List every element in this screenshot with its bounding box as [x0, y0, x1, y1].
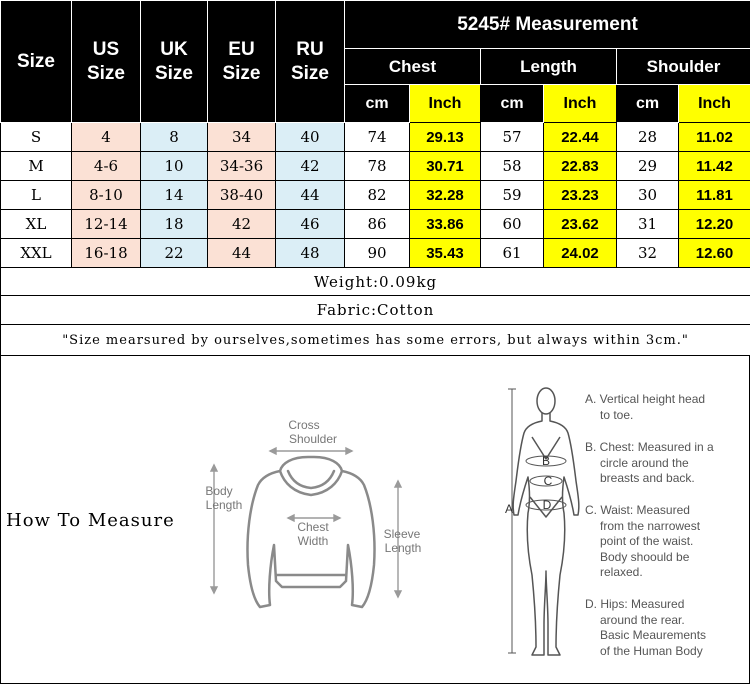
how-to-measure-label: How To Measure	[6, 510, 175, 531]
arrowhead	[395, 481, 401, 487]
us-size-cell: 4-6	[72, 152, 141, 181]
chest-cm-cell: 90	[345, 239, 410, 268]
length-cm-cell: 59	[481, 181, 544, 210]
arrowhead	[270, 448, 276, 454]
size-cell: L	[1, 181, 72, 210]
table-row	[1, 210, 750, 239]
description-b: B. Chest: Measured in a circle around the breasts and back.	[585, 440, 714, 485]
unit-length-cm: cm	[481, 85, 544, 123]
weight-info: Weight:0.09kg	[1, 268, 750, 296]
fabric-info: Fabric:Cotton	[1, 296, 750, 325]
arrowhead	[211, 465, 217, 471]
eu-size-cell: 44	[208, 239, 276, 268]
garment-diagram	[200, 415, 425, 635]
length-inch-cell: 23.62	[544, 210, 617, 239]
unit-shoulder-cm: cm	[617, 85, 679, 123]
shoulder-cm-cell: 30	[617, 181, 679, 210]
body-letter-b: B	[541, 454, 551, 468]
shoulder-inch-cell: 11.02	[679, 123, 750, 152]
us-size-cell: 16-18	[72, 239, 141, 268]
body-length-label-1: Body	[205, 484, 233, 498]
uk-size-cell: 10	[141, 152, 208, 181]
length-cm-cell: 57	[481, 123, 544, 152]
eu-size-cell: 34-36	[208, 152, 276, 181]
length-cm-cell: 61	[481, 239, 544, 268]
eu-size-cell: 34	[208, 123, 276, 152]
chest-cm-cell: 86	[345, 210, 410, 239]
uk-size-cell: 14	[141, 181, 208, 210]
body-length-label-2: Length	[205, 498, 243, 512]
shoulder-inch-cell: 12.20	[679, 210, 750, 239]
ru-size-cell: 48	[276, 239, 345, 268]
arrowhead	[211, 587, 217, 593]
header-uk-size: UK Size	[141, 1, 208, 123]
garment-collar	[288, 471, 334, 488]
chest-inch-cell: 29.13	[410, 123, 481, 152]
arrowhead	[395, 591, 401, 597]
ru-size-cell: 46	[276, 210, 345, 239]
eu-size-cell: 38-40	[208, 181, 276, 210]
length-inch-cell: 24.02	[544, 239, 617, 268]
length-inch-cell: 22.44	[544, 123, 617, 152]
length-inch-cell: 23.23	[544, 181, 617, 210]
header-eu-size: EU Size	[208, 1, 276, 123]
length-cm-cell: 60	[481, 210, 544, 239]
header-length: Length	[481, 49, 617, 85]
arrowhead	[288, 515, 294, 521]
chest-cm-cell: 82	[345, 181, 410, 210]
uk-size-cell: 22	[141, 239, 208, 268]
shoulder-inch-cell: 12.60	[679, 239, 750, 268]
chest-cm-cell: 78	[345, 152, 410, 181]
size-cell: XXL	[1, 239, 72, 268]
eu-size-cell: 42	[208, 210, 276, 239]
chest-cm-cell: 74	[345, 123, 410, 152]
description-d: D. Hips: Measured around the rear. Basic Meaurements of the Human Body	[585, 597, 707, 658]
head-shape	[537, 388, 555, 414]
measurement-note: "Size mearsured by ourselves,sometimes has some errors, but always within 3cm."	[1, 325, 750, 356]
table-row	[1, 152, 750, 181]
header-chest: Chest	[345, 49, 481, 85]
description-c: C. Waist: Measured from the narrowest point of the waist. Body shoould be relaxed.	[585, 503, 701, 579]
sleeve-length-label-1: Sleeve	[383, 527, 421, 541]
shoulder-cm-cell: 28	[617, 123, 679, 152]
us-size-cell: 12-14	[72, 210, 141, 239]
sleeve-length-label-2: Length	[384, 541, 422, 555]
chest-width-label-1: Chest	[297, 520, 329, 534]
body-letter-a: A	[504, 502, 514, 516]
body-letter-c: C	[543, 474, 553, 488]
chest-inch-cell: 32.28	[410, 181, 481, 210]
chest-inch-cell: 33.86	[410, 210, 481, 239]
chest-width-label-2: Width	[297, 534, 329, 548]
header-us-size: US Size	[72, 1, 141, 123]
unit-chest-cm: cm	[345, 85, 410, 123]
shoulder-inch-cell: 11.42	[679, 152, 750, 181]
table-row	[1, 239, 750, 268]
us-size-cell: 4	[72, 123, 141, 152]
size-cell: XL	[1, 210, 72, 239]
ru-size-cell: 40	[276, 123, 345, 152]
us-size-cell: 8-10	[72, 181, 141, 210]
shoulder-cm-cell: 29	[617, 152, 679, 181]
arrowhead	[334, 515, 340, 521]
body-outline	[513, 413, 579, 655]
header-shoulder: Shoulder	[617, 49, 750, 85]
measurement-title: 5245# Measurement	[345, 1, 750, 49]
unit-shoulder-inch: Inch	[679, 85, 750, 123]
cross-shoulder-label-2: Shoulder	[288, 432, 338, 446]
chest-inch-cell: 30.71	[410, 152, 481, 181]
table-row	[1, 123, 750, 152]
body-diagram	[492, 385, 584, 665]
header-size: Size	[1, 1, 72, 123]
body-letter-d: D	[542, 498, 552, 512]
header-ru-size: RU Size	[276, 1, 345, 123]
ru-size-cell: 44	[276, 181, 345, 210]
table-row	[1, 181, 750, 210]
cross-shoulder-label-1: Cross	[288, 418, 320, 432]
unit-chest-inch: Inch	[410, 85, 481, 123]
description-a: A. Vertical height head to toe.	[585, 392, 706, 422]
shoulder-inch-cell: 11.81	[679, 181, 750, 210]
shoulder-cm-cell: 32	[617, 239, 679, 268]
shoulder-cm-cell: 31	[617, 210, 679, 239]
uk-size-cell: 8	[141, 123, 208, 152]
size-cell: S	[1, 123, 72, 152]
length-inch-cell: 22.83	[544, 152, 617, 181]
size-cell: M	[1, 152, 72, 181]
length-cm-cell: 58	[481, 152, 544, 181]
chest-inch-cell: 35.43	[410, 239, 481, 268]
ru-size-cell: 42	[276, 152, 345, 181]
arrowhead	[346, 448, 352, 454]
unit-length-inch: Inch	[544, 85, 617, 123]
uk-size-cell: 18	[141, 210, 208, 239]
